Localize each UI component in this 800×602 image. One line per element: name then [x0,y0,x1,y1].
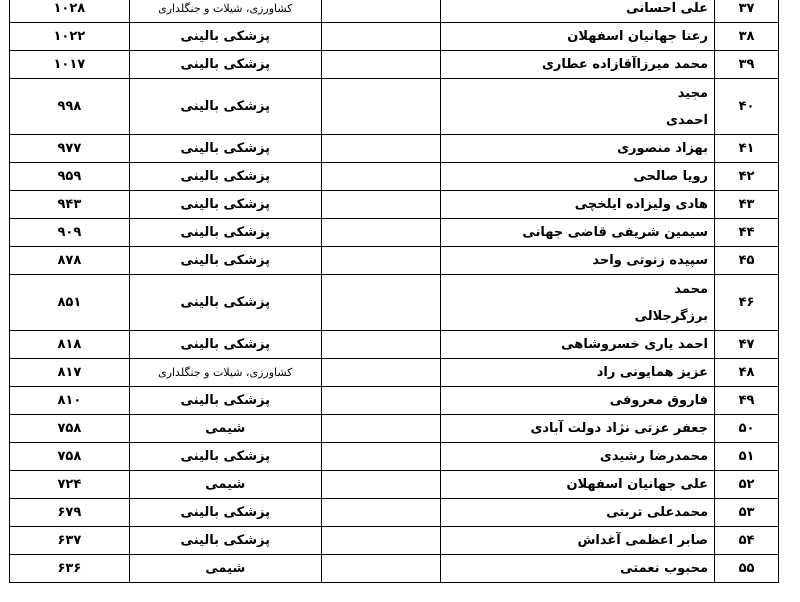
table-row [10,191,779,219]
person-name [441,471,715,499]
table-row [10,555,779,583]
score-value: ۹۹۸ [10,79,130,135]
person-name-line: سیمین شریفی قاضی جهانی [522,225,709,240]
table-row [10,51,779,79]
person-name-line: محبوب نعمتی [620,561,709,576]
person-name [441,387,715,415]
empty-cell [321,163,441,191]
person-name [441,359,715,387]
research-field: پزشکی بالینی [129,331,321,359]
score-value: ۶۷۹ [10,499,130,527]
research-field: پزشکی بالینی [129,135,321,163]
person-name [441,79,715,135]
research-field: پزشکی بالینی [129,443,321,471]
table-row [10,359,779,387]
research-field: کشاورزی، شیلات و جنگلداری [129,359,321,387]
ranking-table-body [10,0,779,583]
table-row [10,219,779,247]
research-field: پزشکی بالینی [129,247,321,275]
person-name [441,415,715,443]
score-value: ۱۰۲۲ [10,23,130,51]
table-row [10,135,779,163]
score-value: ۷۵۸ [10,415,130,443]
person-name-line: فاروق معروفی [609,393,709,408]
empty-cell [321,0,441,23]
empty-cell [321,415,441,443]
table-row [10,415,779,443]
score-value: ۸۱۷ [10,359,130,387]
person-name-line: برزگرجلالی [634,308,709,324]
row-number: ۴۳ [715,191,779,219]
row-number: ۵۵ [715,555,779,583]
score-value: ۱۰۲۸ [10,0,130,23]
ranking-table [9,0,779,583]
score-value: ۷۵۸ [10,443,130,471]
score-value: ۹۴۳ [10,191,130,219]
table-row [10,527,779,555]
empty-cell [321,219,441,247]
research-field: پزشکی بالینی [129,51,321,79]
score-value: ۸۱۸ [10,331,130,359]
table-row [10,0,779,23]
person-name-line: علی جهانیان اسفهلان [566,477,709,492]
empty-cell [321,247,441,275]
table-row [10,163,779,191]
row-number: ۳۷ [715,0,779,23]
research-field: شیمی [129,471,321,499]
person-name [441,247,715,275]
person-name-line: صابر اعظمی آغداش [577,533,709,548]
research-field: پزشکی بالینی [129,79,321,135]
table-row [10,331,779,359]
person-name-line: جعفر عزتی نژاد دولت آبادی [530,421,709,436]
table-row [10,23,779,51]
person-name [441,23,715,51]
person-name [441,0,715,23]
score-value: ۹۰۹ [10,219,130,247]
score-value: ۸۵۱ [10,275,130,331]
empty-cell [321,79,441,135]
person-name-line: مجید [677,85,709,101]
table-row [10,443,779,471]
person-name [441,163,715,191]
person-name-line: احمد یاری خسروشاهی [561,337,709,352]
person-name [441,555,715,583]
research-field: پزشکی بالینی [129,219,321,247]
person-name [441,331,715,359]
score-value: ۸۱۰ [10,387,130,415]
empty-cell [321,135,441,163]
research-field: پزشکی بالینی [129,387,321,415]
row-number: ۵۰ [715,415,779,443]
row-number: ۵۴ [715,527,779,555]
person-name-line: محمد میرزاآقازاده عطاری [541,57,709,72]
row-number: ۴۱ [715,135,779,163]
research-field: پزشکی بالینی [129,163,321,191]
person-name [441,275,715,331]
row-number: ۴۹ [715,387,779,415]
score-value: ۱۰۱۷ [10,51,130,79]
score-value: ۶۳۶ [10,555,130,583]
empty-cell [321,275,441,331]
research-field: پزشکی بالینی [129,23,321,51]
research-field: پزشکی بالینی [129,275,321,331]
research-field: شیمی [129,555,321,583]
empty-cell [321,499,441,527]
research-field: پزشکی بالینی [129,527,321,555]
person-name [441,51,715,79]
person-name [441,219,715,247]
person-name-line: محمد [674,281,709,297]
table-row [10,471,779,499]
person-name-line: سپیده زنوتی واحد [592,253,709,268]
row-number: ۴۰ [715,79,779,135]
empty-cell [321,527,441,555]
row-number: ۵۱ [715,443,779,471]
row-number: ۵۲ [715,471,779,499]
empty-cell [321,443,441,471]
person-name-line: علی احسانی [626,1,709,16]
score-value: ۹۷۷ [10,135,130,163]
empty-cell [321,555,441,583]
row-number: ۴۴ [715,219,779,247]
person-name [441,191,715,219]
person-name-line: رویا صالحی [633,169,709,184]
person-name [441,443,715,471]
person-name-line: عزیز همایونی راد [596,365,709,380]
person-name [441,135,715,163]
score-value: ۸۷۸ [10,247,130,275]
row-number: ۴۶ [715,275,779,331]
row-number: ۴۲ [715,163,779,191]
table-row [10,275,779,331]
person-name [441,499,715,527]
table-row [10,499,779,527]
person-name-line: محمدرضا رشیدی [599,449,709,464]
row-number: ۴۷ [715,331,779,359]
row-number: ۴۸ [715,359,779,387]
empty-cell [321,23,441,51]
person-name-line: بهزاد منصوری [617,141,709,156]
empty-cell [321,331,441,359]
score-value: ۶۳۷ [10,527,130,555]
research-field: کشاورزی، شیلات و جنگلداری [129,0,321,23]
person-name-line: محمدعلی تربتی [606,505,709,520]
empty-cell [321,387,441,415]
empty-cell [321,359,441,387]
research-field: پزشکی بالینی [129,191,321,219]
person-name [441,527,715,555]
table-row [10,79,779,135]
table-row [10,387,779,415]
empty-cell [321,471,441,499]
row-number: ۴۵ [715,247,779,275]
score-value: ۹۵۹ [10,163,130,191]
row-number: ۵۳ [715,499,779,527]
row-number: ۳۹ [715,51,779,79]
person-name-line: هادی ولیزاده ایلخچی [574,197,709,212]
research-field: شیمی [129,415,321,443]
person-name-line: احمدی [666,112,709,128]
research-field: پزشکی بالینی [129,499,321,527]
empty-cell [321,51,441,79]
empty-cell [321,191,441,219]
row-number: ۳۸ [715,23,779,51]
table-row [10,247,779,275]
person-name-line: رعنا جهانیان اسفهلان [567,29,709,44]
score-value: ۷۲۴ [10,471,130,499]
